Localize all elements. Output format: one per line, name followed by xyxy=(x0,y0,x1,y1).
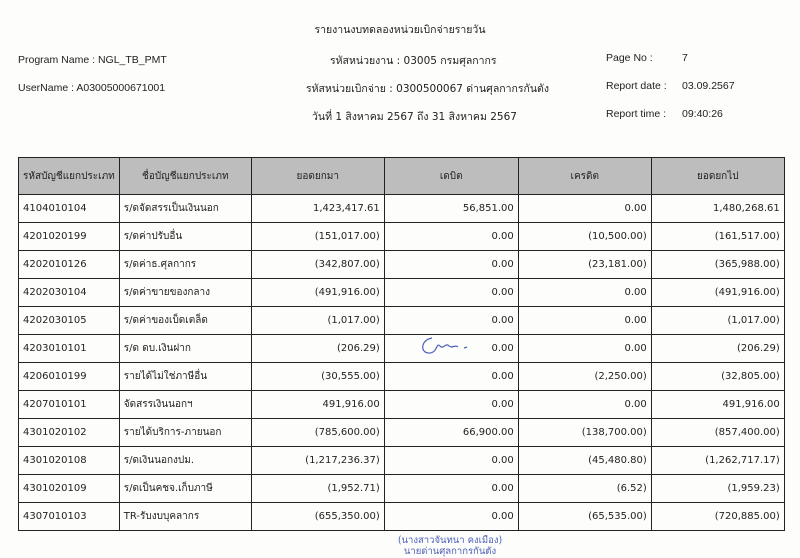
trial-balance-table xyxy=(18,157,785,531)
cell-closing-balance: (857,400.00) xyxy=(651,419,784,447)
cell-opening-balance: (491,916.00) xyxy=(251,279,384,307)
table-row xyxy=(19,503,785,531)
header-debit: เดบิต xyxy=(384,158,518,195)
cell-account-code: 4207010101 xyxy=(19,391,120,419)
cell-credit: 0.00 xyxy=(518,391,651,419)
table-row xyxy=(19,279,785,307)
cell-account-code: 4301020109 xyxy=(19,475,120,503)
table-row xyxy=(19,475,785,503)
agency-code: รหัสหน่วยงาน : 03005 กรมศุลกากร xyxy=(330,55,497,67)
table-row xyxy=(19,391,785,419)
cell-credit: (2,250.00) xyxy=(518,363,651,391)
cell-account-code: 4307010103 xyxy=(19,503,120,531)
cell-debit: 0.00 xyxy=(384,223,518,251)
cell-debit: 0.00 xyxy=(384,503,518,531)
table-row xyxy=(19,307,785,335)
cell-debit: 0.00 xyxy=(384,363,518,391)
table-row xyxy=(19,195,785,223)
cell-account-code: 4202010126 xyxy=(19,251,120,279)
cell-debit: 0.00 xyxy=(384,475,518,503)
cell-debit: 56,851.00 xyxy=(384,195,518,223)
disbursing-unit: รหัสหน่วยเบิกจ่าย : 0300500067 ด่านศุลกากรกันตัง xyxy=(306,83,550,95)
cell-account-code: 4202030105 xyxy=(19,307,120,335)
cell-account-name: ร/ด ดบ.เงินฝาก xyxy=(119,335,251,363)
cell-account-name: ร/ดค่าปรับอื่น xyxy=(119,223,251,251)
official-stamp xyxy=(360,535,540,557)
cell-closing-balance: (491,916.00) xyxy=(651,279,784,307)
table-header-row xyxy=(19,158,785,195)
cell-opening-balance: (342,807.00) xyxy=(251,251,384,279)
cell-account-name: รายได้ไม่ใช่ภาษีอื่น xyxy=(119,363,251,391)
report-time: 09:40:26 xyxy=(682,108,723,120)
cell-credit: (138,700.00) xyxy=(518,419,651,447)
cell-debit: 0.00 xyxy=(384,279,518,307)
page-no-label: Page No : xyxy=(606,52,653,64)
cell-opening-balance: 1,423,417.61 xyxy=(251,195,384,223)
cell-account-code: 4202030104 xyxy=(19,279,120,307)
cell-credit: (6.52) xyxy=(518,475,651,503)
cell-opening-balance: (206.29) xyxy=(251,335,384,363)
cell-closing-balance: (1,262,717.17) xyxy=(651,447,784,475)
cell-opening-balance: (30,555.00) xyxy=(251,363,384,391)
table-row xyxy=(19,251,785,279)
cell-credit: 0.00 xyxy=(518,307,651,335)
cell-account-code: 4104010104 xyxy=(19,195,120,223)
stamp-position: นายด่านศุลกากรกันตัง xyxy=(403,546,497,557)
cell-credit: 0.00 xyxy=(518,335,651,363)
cell-account-name: ร/ดจัดสรรเป็นเงินนอก xyxy=(119,195,251,223)
cell-closing-balance: (161,517.00) xyxy=(651,223,784,251)
table-row xyxy=(19,335,785,363)
cell-closing-balance: (720,885.00) xyxy=(651,503,784,531)
cell-debit: 0.00 xyxy=(384,447,518,475)
cell-credit: 0.00 xyxy=(518,279,651,307)
program-name: Program Name : NGL_TB_PMT xyxy=(18,54,167,66)
cell-closing-balance: 1,480,268.61 xyxy=(651,195,784,223)
cell-opening-balance: (1,952.71) xyxy=(251,475,384,503)
cell-account-name: ร/ดเป็นคชจ.เก็บภาษี xyxy=(119,475,251,503)
username: UserName : A03005000671001 xyxy=(18,82,166,94)
header-closing-balance: ยอดยกไป xyxy=(651,158,784,195)
cell-closing-balance: (32,805.00) xyxy=(651,363,784,391)
cell-account-name: ร/ดค่าขายของกลาง xyxy=(119,279,251,307)
header-opening-balance: ยอดยกมา xyxy=(251,158,384,195)
cell-account-name: TR-รับงบบุคลากร xyxy=(119,503,251,531)
report-time-label: Report time : xyxy=(606,108,667,120)
cell-closing-balance: (206.29) xyxy=(651,335,784,363)
report-date: 03.09.2567 xyxy=(682,80,735,92)
cell-credit: (10,500.00) xyxy=(518,223,651,251)
cell-closing-balance: 491,916.00 xyxy=(651,391,784,419)
cell-account-code: 4206010199 xyxy=(19,363,120,391)
cell-debit: 0.00 xyxy=(384,251,518,279)
cell-opening-balance: 491,916.00 xyxy=(251,391,384,419)
cell-credit: 0.00 xyxy=(518,195,651,223)
cell-account-name: ร/ดเงินนอกงปม. xyxy=(119,447,251,475)
header-account-code: รหัสบัญชีแยกประเภท xyxy=(19,158,120,195)
cell-closing-balance: (1,017.00) xyxy=(651,307,784,335)
cell-debit: 0.00 xyxy=(384,391,518,419)
report-period: วันที่ 1 สิงหาคม 2567 ถึง 31 สิงหาคม 2567 xyxy=(312,111,517,123)
table-row xyxy=(19,223,785,251)
cell-closing-balance: (1,959.23) xyxy=(651,475,784,503)
cell-opening-balance: (785,600.00) xyxy=(251,419,384,447)
table-row xyxy=(19,419,785,447)
signature xyxy=(418,334,478,358)
cell-account-code: 4301020108 xyxy=(19,447,120,475)
cell-debit: 0.00 xyxy=(384,307,518,335)
table-row xyxy=(19,363,785,391)
cell-account-code: 4201020199 xyxy=(19,223,120,251)
cell-account-code: 4301020102 xyxy=(19,419,120,447)
stamp-name: (นางสาวจันทนา คงเมือง) xyxy=(397,535,503,546)
cell-debit: 66,900.00 xyxy=(384,419,518,447)
report-date-label: Report date : xyxy=(606,80,667,92)
cell-opening-balance: (1,017.00) xyxy=(251,307,384,335)
table-row xyxy=(19,447,785,475)
page-no: 7 xyxy=(682,52,688,64)
cell-account-code: 4203010101 xyxy=(19,335,120,363)
cell-credit: (23,181.00) xyxy=(518,251,651,279)
cell-credit: (45,480.80) xyxy=(518,447,651,475)
header-account-name: ชื่อบัญชีแยกประเภท xyxy=(119,158,251,195)
cell-account-name: ร/ดค่าธ.ศุลกากร xyxy=(119,251,251,279)
cell-account-name: จัดสรรเงินนอกฯ xyxy=(119,391,251,419)
cell-credit: (65,535.00) xyxy=(518,503,651,531)
cell-debit: 0.00 xyxy=(384,335,518,363)
cell-closing-balance: (365,988.00) xyxy=(651,251,784,279)
cell-opening-balance: (655,350.00) xyxy=(251,503,384,531)
report-title: รายงานงบทดลองหน่วยเบิกจ่ายรายวัน xyxy=(314,24,486,36)
header-credit: เครดิต xyxy=(518,158,651,195)
cell-opening-balance: (1,217,236.37) xyxy=(251,447,384,475)
cell-account-name: ร/ดค่าของเบ็ดเตล็ด xyxy=(119,307,251,335)
cell-opening-balance: (151,017.00) xyxy=(251,223,384,251)
cell-account-name: รายได้บริการ-ภายนอก xyxy=(119,419,251,447)
